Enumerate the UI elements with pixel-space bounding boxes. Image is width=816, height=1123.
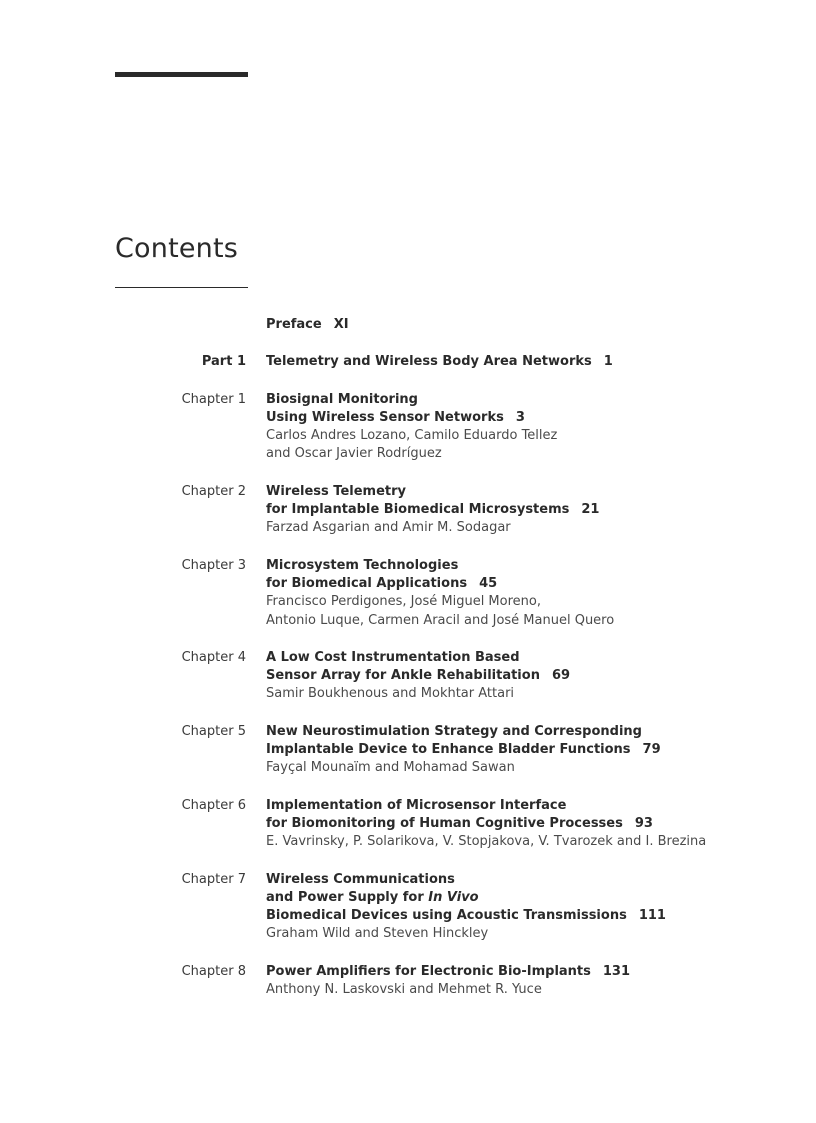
chapter-title: Sensor Array for Ankle Rehabilitation 69 (266, 668, 571, 684)
toc-entry-chapter-5[interactable] (0, 723, 816, 778)
chapter-title: Using Wireless Sensor Networks 3 (266, 409, 525, 425)
page-number: 93 (634, 815, 653, 831)
italic-term: In Vivo (428, 889, 479, 905)
chapter-title: Wireless Telemetry (266, 483, 406, 499)
chapter-authors: E. Vavrinsky, P. Solarikova, V. Stopjakova, V. Tvarozek and I. Brezina (266, 834, 707, 850)
chapter-authors: Francisco Perdigones, José Miguel Moreno, (266, 594, 541, 610)
page-title: Contents (115, 233, 239, 264)
table-of-contents (0, 316, 816, 1018)
page-number: XI (333, 317, 349, 332)
toc-entry-chapter-2[interactable] (0, 483, 816, 538)
chapter-title: and Power Supply for In Vivo (266, 889, 479, 905)
chapter-label: Chapter 3 (181, 557, 246, 573)
entry-label (0, 316, 246, 334)
toc-entry-preface[interactable] (0, 316, 816, 334)
toc-entry-part-1[interactable] (0, 353, 816, 371)
title-underline (115, 287, 248, 288)
chapter-label: Chapter 7 (181, 871, 246, 887)
chapter-title: Implementation of Microsensor Interface (266, 797, 567, 813)
toc-entry-chapter-3[interactable] (0, 557, 816, 630)
chapter-authors: Fayçal Mounaïm and Mohamad Sawan (266, 760, 515, 776)
chapter-title: New Neurostimulation Strategy and Corresponding (266, 723, 642, 739)
chapter-authors: Farzad Asgarian and Amir M. Sodagar (266, 520, 511, 536)
chapter-label: Chapter 5 (181, 723, 246, 739)
chapter-label: Chapter 8 (181, 963, 246, 979)
chapter-title: A Low Cost Instrumentation Based (266, 649, 520, 665)
page-number: 3 (515, 409, 525, 425)
chapter-label: Chapter 6 (181, 797, 246, 813)
chapter-authors: Antonio Luque, Carmen Aracil and José Manuel Quero (266, 612, 615, 628)
chapter-title: Wireless Communications (266, 871, 455, 887)
page-number: 131 (602, 963, 631, 979)
chapter-title: Implantable Device to Enhance Bladder Functions 79 (266, 742, 661, 758)
chapter-authors: Anthony N. Laskovski and Mehmet R. Yuce (266, 982, 542, 998)
toc-entry-chapter-1[interactable] (0, 391, 816, 464)
top-rule (115, 72, 248, 77)
chapter-title: for Implantable Biomedical Microsystems 21 (266, 502, 600, 518)
toc-entry-chapter-7[interactable] (0, 871, 816, 944)
toc-entry-chapter-4[interactable] (0, 649, 816, 704)
part-title: Telemetry and Wireless Body Area Networks 1 (266, 354, 613, 370)
page-number: 1 (603, 354, 613, 370)
chapter-title: Biomedical Devices using Acoustic Transmissions 111 (266, 908, 666, 924)
chapter-title: Power Amplifiers for Electronic Bio-Implants 131 (266, 963, 631, 979)
chapter-authors: Graham Wild and Steven Hinckley (266, 926, 489, 942)
page-number: 79 (642, 742, 661, 758)
chapter-label: Chapter 4 (181, 649, 246, 665)
toc-entry-chapter-8[interactable] (0, 963, 816, 1000)
chapter-title: for Biomonitoring of Human Cognitive Processes 93 (266, 815, 653, 831)
entry-title: Preface XI (266, 317, 349, 332)
chapter-title: Microsystem Technologies (266, 557, 459, 573)
chapter-label: Chapter 2 (181, 483, 246, 499)
page-number: 69 (551, 668, 571, 684)
chapter-authors: Carlos Andres Lozano, Camilo Eduardo Tellez (266, 428, 558, 444)
chapter-title: for Biomedical Applications 45 (266, 575, 498, 591)
part-label: Part 1 (201, 354, 246, 370)
chapter-authors: and Oscar Javier Rodríguez (266, 446, 442, 462)
chapter-title: Biosignal Monitoring (266, 391, 418, 407)
chapter-authors: Samir Boukhenous and Mokhtar Attari (266, 686, 515, 702)
page-number: 21 (581, 502, 600, 518)
page-number: 111 (638, 908, 666, 924)
toc-entry-chapter-6[interactable] (0, 797, 816, 852)
page-number: 45 (479, 575, 498, 591)
chapter-label: Chapter 1 (181, 391, 246, 407)
